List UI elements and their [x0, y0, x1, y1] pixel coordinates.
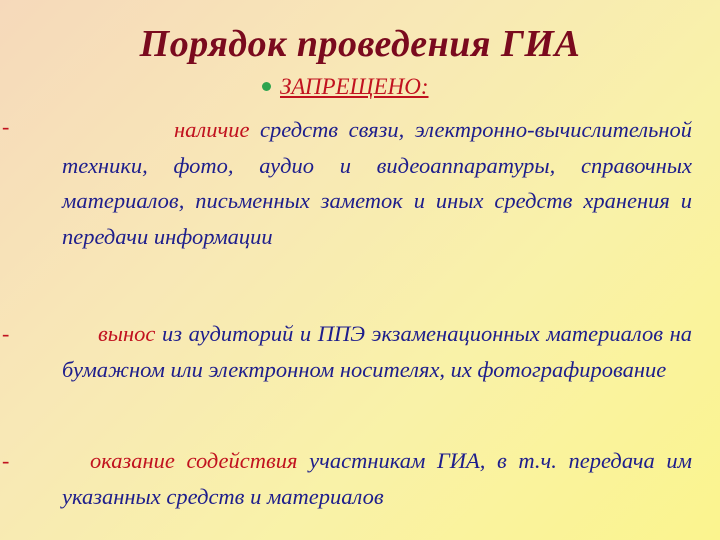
- list-item-lead: вынос: [98, 321, 156, 346]
- list-item-text: участникам ГИА, в т.ч. передача им указанных средств и материалов: [62, 448, 692, 509]
- slide-title: Порядок проведения ГИА: [139, 23, 581, 65]
- list-item-text: из аудиторий и ППЭ экзаменационных материалов на бумажном или электронном носителях, их фотографирование: [62, 321, 693, 382]
- item-marker: -: [2, 114, 10, 139]
- list-item: [62, 316, 692, 387]
- item-marker: -: [2, 321, 10, 346]
- list-item-lead: наличие: [174, 117, 250, 142]
- list-item-text: средств связи, электронно-вычислительной техники, фото, аудио и видеоаппаратуры, справочных материалов, письменных заметок и иных средств хранения и передачи информации: [62, 117, 692, 249]
- item-marker: -: [2, 448, 10, 473]
- bullet-icon: [262, 82, 271, 91]
- list-item-lead: оказание содействия: [90, 448, 298, 473]
- subheading-label: ЗАПРЕЩЕНО:: [280, 74, 429, 99]
- list-item: [62, 112, 692, 254]
- subheading: [262, 74, 429, 100]
- list-item: [62, 443, 692, 514]
